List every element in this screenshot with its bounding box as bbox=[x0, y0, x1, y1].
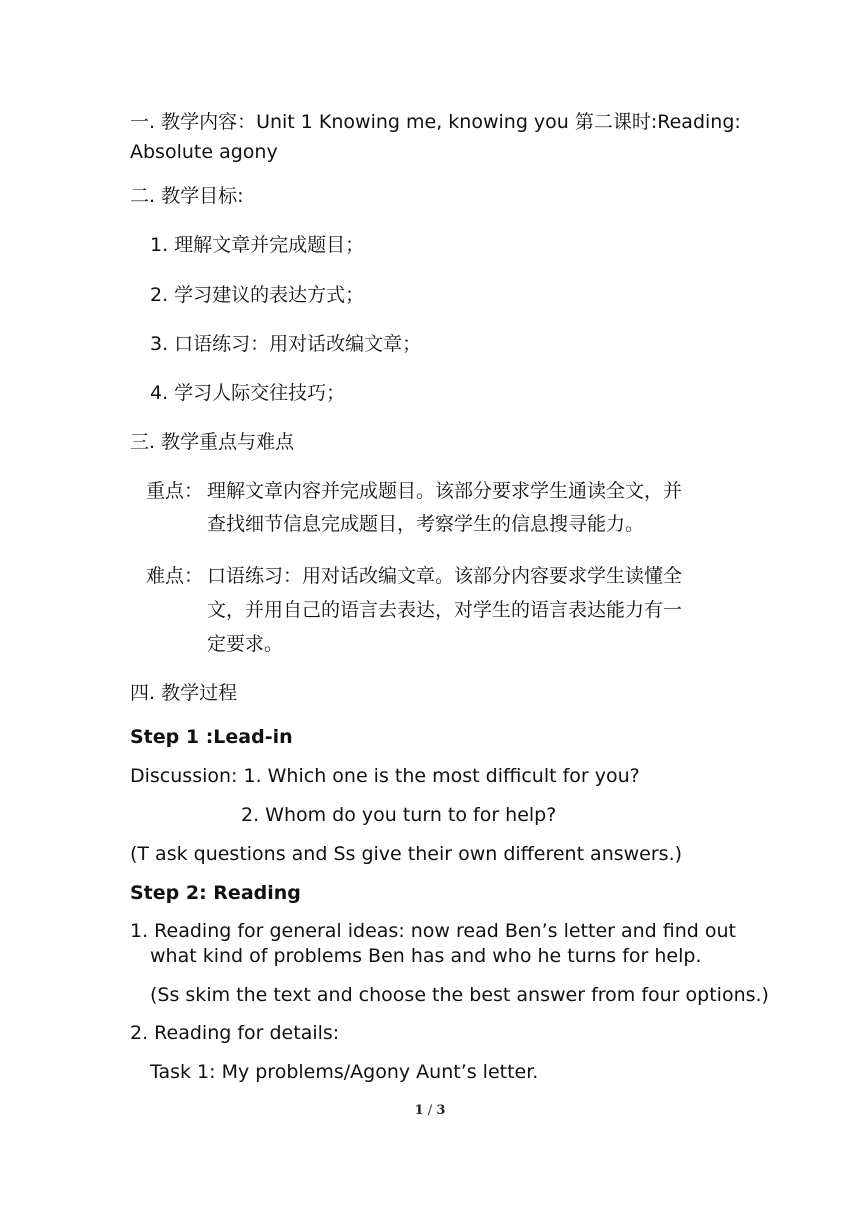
difficult-text-line: 文，并用自己的语言去表达，对学生的语言表达能力有一 bbox=[207, 599, 683, 621]
content-line-2: Absolute agony bbox=[130, 141, 278, 163]
page-current: 1 bbox=[414, 1103, 424, 1118]
keypoints-heading: 三. 教学重点与难点 bbox=[130, 431, 295, 453]
discussion-question-2: 2. Whom do you turn to for help? bbox=[241, 804, 557, 826]
objectives-heading: 二. 教学目标: bbox=[130, 185, 244, 207]
objective-item: 3. 口语练习：用对话改编文章； bbox=[150, 333, 422, 355]
objective-item: 2. 学习建议的表达方式； bbox=[150, 284, 365, 306]
page-number bbox=[0, 1103, 860, 1118]
reading-item-1-line-2: what kind of problems Ben has and who he turns for help. bbox=[150, 945, 702, 967]
step2-title: Step 2: Reading bbox=[130, 882, 301, 904]
objective-item: 4. 学习人际交往技巧； bbox=[150, 382, 346, 404]
step1-title: Step 1 :Lead-in bbox=[130, 726, 293, 748]
reading-item-1-note: (Ss skim the text and choose the best answer from four options.) bbox=[150, 984, 769, 1006]
content-line-1: 一. 教学内容：Unit 1 Knowing me, knowing you 第二课时:Reading: bbox=[130, 111, 741, 133]
page-total: 3 bbox=[436, 1103, 446, 1118]
difficult-label: 难点： bbox=[146, 565, 204, 587]
difficult-text-line: 口语练习：用对话改编文章。该部分内容要求学生读懂全 bbox=[207, 565, 683, 587]
reading-item-1-line-1: 1. Reading for general ideas: now read Ben’s letter and find out bbox=[130, 920, 736, 942]
difficult-text-line: 定要求。 bbox=[207, 633, 284, 655]
key-text-line: 查找细节信息完成题目，考察学生的信息搜寻能力。 bbox=[207, 513, 645, 535]
discussion-question-1: Discussion: 1. Which one is the most difficult for you? bbox=[130, 765, 640, 787]
key-label: 重点： bbox=[146, 480, 204, 502]
objective-item: 1. 理解文章并完成题目； bbox=[150, 234, 365, 256]
key-text-line: 理解文章内容并完成题目。该部分要求学生通读全文，并 bbox=[207, 480, 683, 502]
step1-note: (T ask questions and Ss give their own different answers.) bbox=[130, 843, 683, 865]
task-1: Task 1: My problems/Agony Aunt’s letter. bbox=[150, 1061, 539, 1083]
process-heading: 四. 教学过程 bbox=[130, 682, 238, 704]
page-separator: / bbox=[427, 1103, 433, 1118]
reading-item-2: 2. Reading for details: bbox=[130, 1022, 340, 1044]
